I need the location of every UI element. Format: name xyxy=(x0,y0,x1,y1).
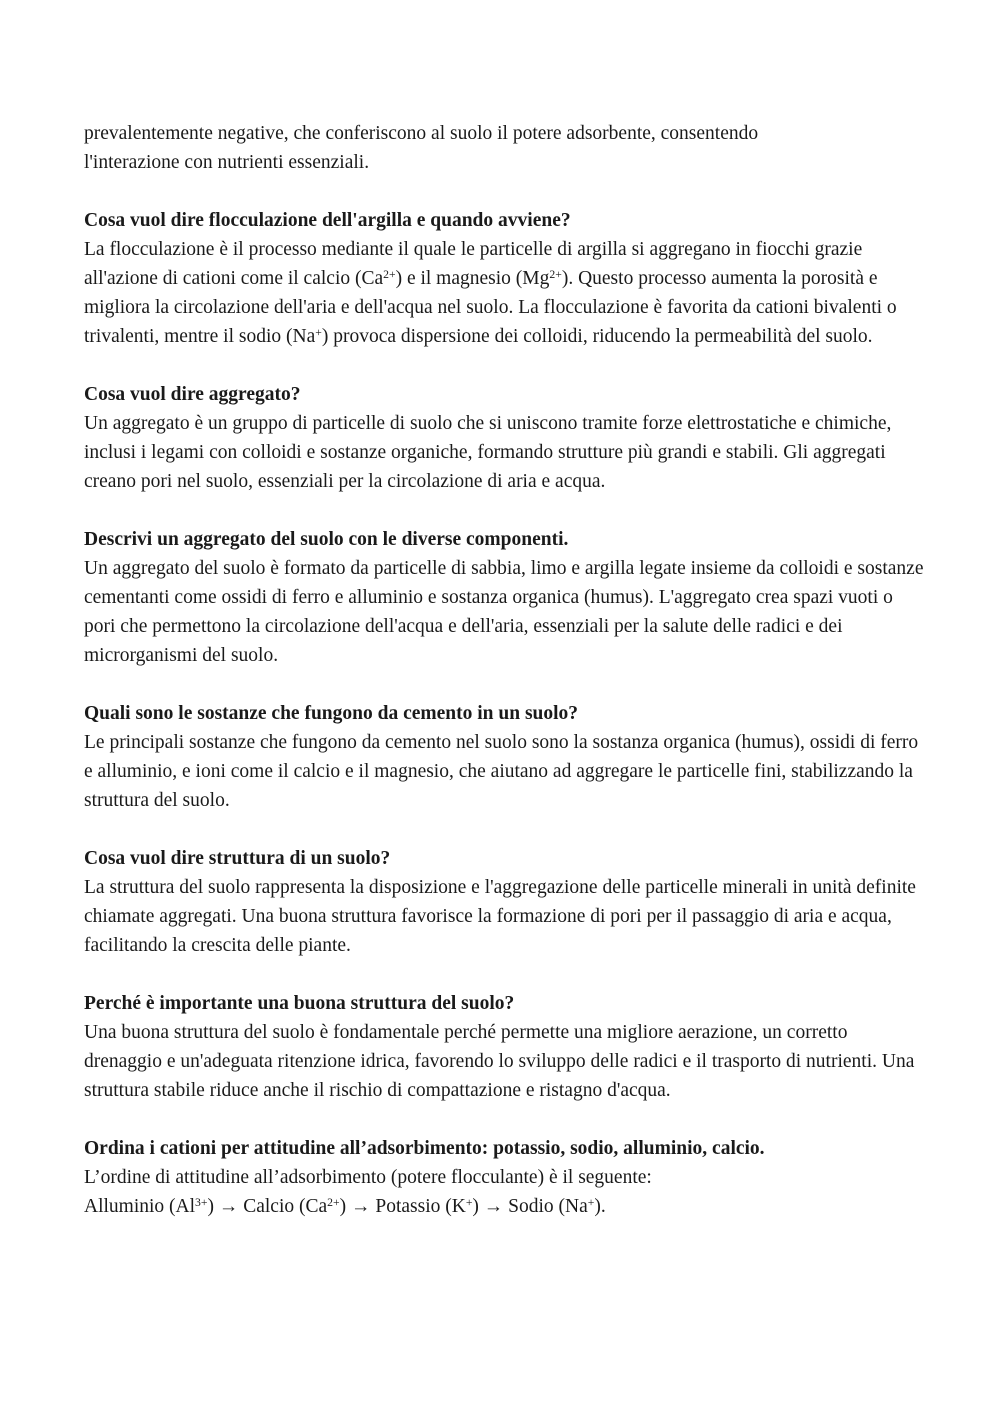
answer-text: La flocculazione è il processo mediante il quale le particelle di argilla si aggregano in fiocchi grazie all'azione di cationi come il calcio (Ca xyxy=(84,239,863,289)
superscript-charge: 2+ xyxy=(383,268,396,282)
qa-section-sostanze-cementanti xyxy=(84,699,924,815)
question-heading: Perché è importante una buona struttura del suolo? xyxy=(84,993,515,1014)
answer-paragraph: Una buona struttura del suolo è fondamentale perché permette una migliore aerazione, un corretto drenaggio e un'adeguata ritenzione idrica, favorendo lo sviluppo delle radici e il trasporto di nutrienti. Una struttura stabile riduce anche il rischio di compattazione e ristagno d'acqua. xyxy=(84,1022,915,1101)
superscript-charge: + xyxy=(465,1196,473,1210)
answer-text: ). xyxy=(594,1196,606,1217)
answer-line-1: L’ordine di attitudine all’adsorbimento (potere flocculante) è il seguente: xyxy=(84,1167,652,1188)
question-heading: Cosa vuol dire flocculazione dell'argilla e quando avviene? xyxy=(84,210,571,231)
answer-paragraph: Un aggregato del suolo è formato da particelle di sabbia, limo e argilla legate insieme da colloidi e sostanze cementanti come ossidi di ferro e alluminio e sostanza organica (humus). L'aggregato crea spazi vuoti o pori che permettono la circolazione dell'acqua e dell'aria, essenziali per la salute delle radici e dei microrganismi del suolo. xyxy=(84,558,924,666)
question-heading: Descrivi un aggregato del suolo con le diverse componenti. xyxy=(84,529,569,550)
answer-paragraph: Un aggregato è un gruppo di particelle di suolo che si uniscono tramite forze elettrostatiche e chimiche, inclusi i legami con colloidi e sostanze organiche, formando strutture più grandi e stabili. Gli aggregati creano pori nel suolo, essenziali per la circolazione di aria e acqua. xyxy=(84,413,892,492)
answer-text: ). Questo processo aumenta la porosità e migliora la circolazione dell'aria e dell'acqua nel suolo. La flocculazione è favorita da cationi bivalenti o trivalenti, mentre il sodio (Na xyxy=(84,268,897,347)
superscript-charge: 2+ xyxy=(549,268,562,282)
answer-text: Alluminio (Al xyxy=(84,1196,196,1217)
document-page xyxy=(84,119,924,1221)
intro-paragraph xyxy=(84,119,924,177)
question-heading: Quali sono le sostanze che fungono da cemento in un suolo? xyxy=(84,703,579,724)
answer-paragraph xyxy=(84,235,924,351)
qa-section-struttura xyxy=(84,844,924,960)
qa-section-ordine-cationi xyxy=(84,1134,924,1221)
answer-text: ) e il magnesio (Mg xyxy=(395,268,550,289)
answer-text: ) → Potassio (K xyxy=(339,1196,466,1217)
answer-paragraph: La struttura del suolo rappresenta la disposizione e l'aggregazione delle particelle minerali in unità definite chiamate aggregati. Una buona struttura favorisce la formazione di pori per il passaggio di aria e acqua, facilitando la crescita delle piante. xyxy=(84,877,916,956)
qa-section-importanza-struttura xyxy=(84,989,924,1105)
intro-line-2: l'interazione con nutrienti essenziali. xyxy=(84,152,370,173)
answer-paragraph: Le principali sostanze che fungono da cemento nel suolo sono la sostanza organica (humus), ossidi di ferro e alluminio, e ioni come il calcio e il magnesio, che aiutano ad aggregare le particelle fini, stabilizzando la struttura del suolo. xyxy=(84,732,919,811)
answer-text: ) → Sodio (Na xyxy=(472,1196,588,1217)
superscript-charge: + xyxy=(315,326,322,340)
qa-section-aggregato xyxy=(84,380,924,496)
superscript-charge: 2+ xyxy=(327,1196,340,1210)
cation-order-line xyxy=(84,1196,606,1217)
intro-line-1: prevalentemente negative, che conferiscono al suolo il potere adsorbente, consentendo xyxy=(84,123,759,144)
question-heading: Cosa vuol dire struttura di un suolo? xyxy=(84,848,391,869)
superscript-charge: 3+ xyxy=(195,1196,208,1210)
answer-paragraph xyxy=(84,1163,924,1221)
superscript-charge: + xyxy=(587,1196,595,1210)
answer-text: ) → Calcio (Ca xyxy=(207,1196,328,1217)
answer-text: ) provoca dispersione dei colloidi, riducendo la permeabilità del suolo. xyxy=(321,326,873,347)
question-heading: Ordina i cationi per attitudine all’adsorbimento: potassio, sodio, alluminio, calcio. xyxy=(84,1138,765,1159)
qa-section-componenti-aggregato xyxy=(84,525,924,670)
qa-section-flocculazione xyxy=(84,206,924,351)
question-heading: Cosa vuol dire aggregato? xyxy=(84,384,301,405)
